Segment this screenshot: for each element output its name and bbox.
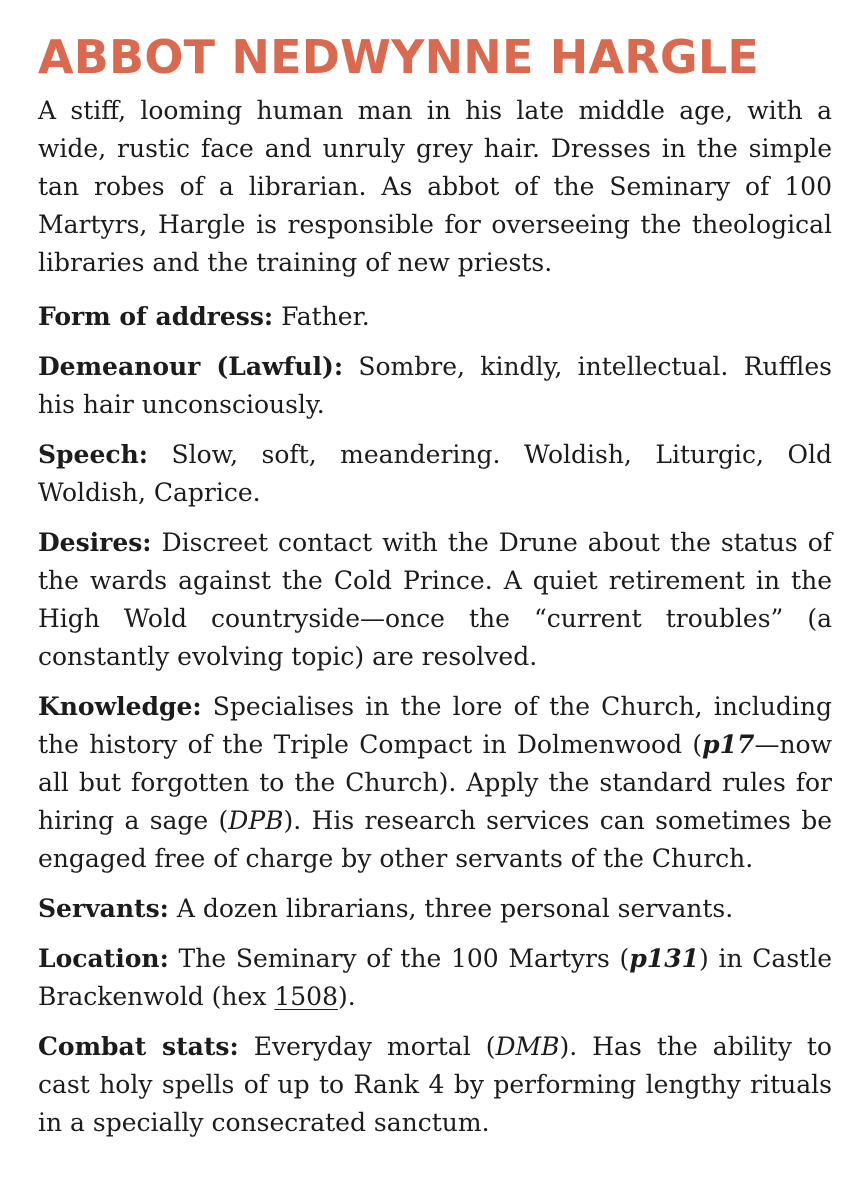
form-of-address-label: Form of address:: [38, 302, 274, 331]
knowledge-label: Knowledge:: [38, 692, 202, 721]
servants-text: A dozen librarians, three personal servants.: [168, 894, 734, 923]
page-reference-p17: p17: [702, 730, 755, 759]
combat-stats-text-2: ). Has the ability to cast holy spells of up to Rank 4 by performing lengthy rituals in a specially consecrated sanctum.: [38, 1032, 832, 1137]
location-text-2: ) in Castle Brackenwold (hex: [38, 944, 832, 1011]
servants-entry: [38, 890, 832, 928]
npc-description: A stiff, looming human man in his late middle age, with a wide, rustic face and unruly grey hair. Dresses in the simple tan robes of a librarian. As abbot of the Seminary of 100 Martyrs, Hargle is responsible for overseeing the theological libraries and the training of new priests.: [38, 96, 832, 277]
form-of-address-entry: [38, 298, 832, 336]
combat-stats-text-1: Everyday mortal (: [238, 1032, 496, 1061]
location-text-3: ).: [338, 982, 356, 1011]
knowledge-entry: [38, 688, 832, 878]
knowledge-text-2: —now all but forgotten to the Church). Apply the standard rules for hiring a sage (: [38, 730, 832, 835]
knowledge-text-3: ). His research services can sometimes be engaged free of charge by other servants of the Church.: [38, 806, 832, 873]
hex-reference-link[interactable]: 1508: [274, 982, 338, 1011]
speech-text: Slow, soft, meandering. Woldish, Liturgic, Old Woldish, Caprice.: [38, 440, 832, 507]
speech-label: Speech:: [38, 440, 148, 469]
location-label: Location:: [38, 944, 169, 973]
combat-stats-entry: [38, 1028, 832, 1142]
desires-text: Discreet contact with the Drune about the status of the wards against the Cold Prince. A quiet retirement in the High Wold countryside—once the “current troubles” (a constantly evolving topic) are resolved.: [38, 528, 832, 671]
combat-stats-label: Combat stats:: [38, 1032, 239, 1061]
desires-label: Desires:: [38, 528, 152, 557]
demeanour-entry: [38, 348, 832, 424]
servants-label: Servants:: [38, 894, 169, 923]
desires-entry: [38, 524, 832, 676]
knowledge-text-1: Specialises in the lore of the Church, including the history of the Triple Compact in Dolmenwood (: [38, 692, 832, 759]
page-reference-p131: p131: [629, 944, 699, 973]
location-text-1: The Seminary of the 100 Martyrs (: [168, 944, 630, 973]
speech-entry: [38, 436, 832, 512]
book-reference-dmb: DMB: [495, 1032, 560, 1061]
book-reference-dpb: DPB: [228, 806, 284, 835]
form-of-address-text: Father.: [273, 302, 370, 331]
demeanour-label: Demeanour (Lawful):: [38, 352, 344, 381]
location-entry: [38, 940, 832, 1016]
npc-name-heading: ABBOT NEDWYNNE HARGLE: [38, 30, 760, 84]
demeanour-text: Sombre, kindly, intellectual. Ruffles his hair unconsciously.: [38, 352, 832, 419]
